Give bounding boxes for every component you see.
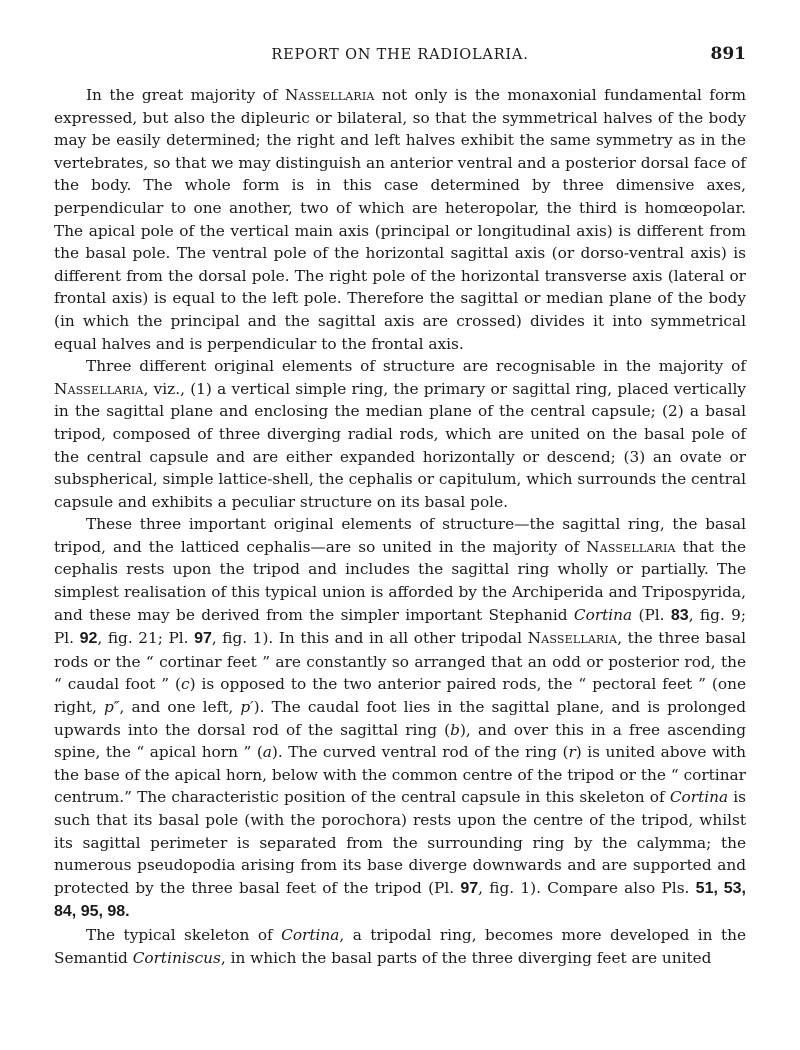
taxon-smallcaps: Nassellaria xyxy=(586,537,676,556)
paragraph xyxy=(54,924,746,969)
text-run: Three different original elements of structure are recognisable in the majority of xyxy=(86,357,746,376)
symbol-italic: b xyxy=(450,720,460,739)
text-run: , fig. 9; Pl. xyxy=(54,605,747,648)
text-run: , the three basal rods or the “ cortinar feet ” are constantly so arranged that an odd or posterior rod, the “ caudal foot ” ( xyxy=(54,629,746,694)
text-run: , fig. 1). Compare also Pls. xyxy=(478,878,696,897)
genus-italic: Cortina xyxy=(281,925,340,944)
text-run: ). The caudal foot lies in the sagittal plane, and is prolonged upwards into the dorsal rod of the sagittal ring ( xyxy=(54,698,746,739)
paragraph xyxy=(54,84,746,355)
text-run: , in which the basal parts of the three diverging feet are united xyxy=(220,948,712,967)
symbol-italic: a xyxy=(262,743,272,762)
text-run: The typical skeleton of xyxy=(86,925,282,944)
plate-number: 51, 53, 84, 95, 98. xyxy=(54,879,746,921)
text-run: ), and over this in a free ascending spine, the “ apical horn ” ( xyxy=(54,720,746,762)
text-run: , fig. 21; Pl. xyxy=(97,629,195,648)
text-run: , fig. 1). In this and in all other tripodal xyxy=(211,629,528,648)
genus-italic: Cortiniscus xyxy=(132,948,221,967)
page-number: 891 xyxy=(710,44,746,64)
body-text xyxy=(54,84,746,969)
text-run: ). The curved ventral rod of the ring ( xyxy=(271,743,569,762)
plate-number: 92 xyxy=(79,630,98,648)
text-run: ) is opposed to the two anterior paired rods, the “ pectoral feet ” (one right, xyxy=(54,675,746,717)
text-run: not only is the monaxonial fundamental form expressed, but also the dipleuric or bilateral, so that the symmetrical halves of the body may be easily determined; the right and left halves exhibit the same symmetry as in the vertebrates, so that we may distinguish an anterior ventral and a posterior dorsal face of the body. The whole form is in this case determined by three dimensive axes, perpendicular to one another, two of which are heteropolar, the third is homœopolar. The apical pole of the vertical main axis (principal or longitudinal axis) is different from the basal pole. The ventral pole of the horizontal sagittal axis (or dorso-ventral axis) is different from the dorsal pole. The right pole of the horizontal transverse axis (lateral or frontal axis) is equal to the left pole. Therefore the sagittal or median plane of the body (in which the principal and the sagittal axis are crossed) divides it into symmetrical equal halves and is perpendicular to the frontal axis. xyxy=(54,86,746,353)
text-run: is such that its basal pole (with the porochora) rests upon the centre of the tripod, whilst its sagittal perimeter is separated from the surrounding ring by the calymma; the numerous pseudopodia arising from its base diverge downwards and are supported and protected by the three basal feet of the tripod (Pl. xyxy=(54,788,746,897)
paragraph xyxy=(54,513,746,924)
paragraph xyxy=(54,355,746,513)
text-run: ) is united above with the base of the apical horn, below with the common centre of the tripod or the “ cortinar centrum.” The characteristic position of the central capsule in this skeleton of xyxy=(54,743,746,807)
text-run: (Pl. xyxy=(632,605,671,624)
taxon-smallcaps: Nassellaria xyxy=(527,629,618,648)
plate-number: 97 xyxy=(194,630,212,648)
symbol-italic: p″ xyxy=(104,698,120,717)
text-run: , and one left, xyxy=(119,698,241,717)
plate-number: 83 xyxy=(670,606,689,624)
text-run: In the great majority of xyxy=(86,86,285,104)
plate-number: 97 xyxy=(460,879,479,897)
taxon-smallcaps: Nassellaria xyxy=(54,379,144,398)
genus-italic: Cortina xyxy=(573,605,633,624)
running-head: REPORT ON THE RADIOLARIA. xyxy=(271,47,529,63)
text-run: , a tripodal ring, becomes more developed in the Semantid xyxy=(54,925,746,967)
text-run: , viz., (1) a vertical simple ring, the primary or sagittal ring, placed vertically in the sagittal plane and enclosing the median plane of the central capsule; (2) a basal tripod, composed of three diverging radial rods, which are united on the basal pole of the central capsule and are either expanded horizontally or descend; (3) an ovate or subspherical, simple lattice-shell, the cephalis or capitulum, which surrounds the central capsule and exhibits a peculiar structure on its basal pole. xyxy=(54,379,746,511)
text-run: These three important original elements of structure—the sagittal ring, the basal tripod, and the latticed cephalis—are so united in the majority of xyxy=(54,515,746,556)
symbol-italic: r xyxy=(568,743,576,762)
symbol-italic: p′ xyxy=(240,698,254,717)
taxon-smallcaps: Nassellaria xyxy=(284,86,375,104)
genus-italic: Cortina xyxy=(669,788,729,807)
page-header xyxy=(54,44,746,68)
symbol-italic: c xyxy=(181,675,190,694)
text-run: that the cephalis rests upon the tripod and includes the sagittal ring wholly or partially. The simplest realisation of this typical union is afforded by the Archiperida and Tripospyrida, and these may be derived from the simpler important Stephanid xyxy=(54,537,747,624)
